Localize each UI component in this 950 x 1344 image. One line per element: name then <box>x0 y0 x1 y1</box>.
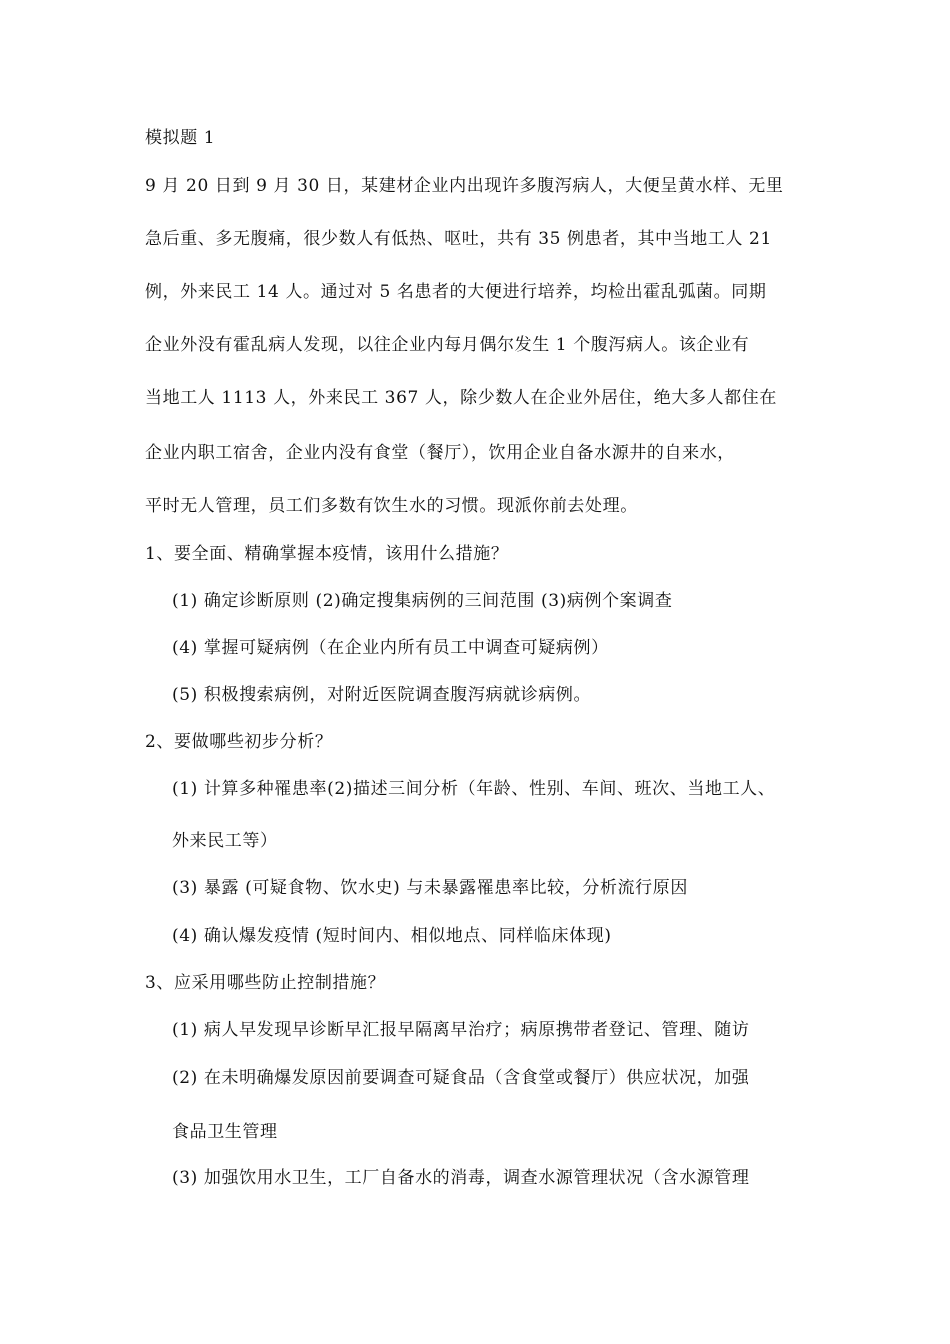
answer-line: (4) 掌握可疑病例（在企业内所有员工中调查可疑病例） <box>172 638 609 658</box>
answer-line: 食品卫生管理 <box>172 1122 278 1142</box>
document-title: 模拟题 1 <box>145 128 216 148</box>
answer-line: (4) 确认爆发疫情 (短时间内、相似地点、同样临床体现) <box>172 926 612 946</box>
case-line: 9 月 20 日到 9 月 30 日，某建材企业内出现许多腹泻病人，大便呈黄水样、无里 <box>145 176 784 196</box>
question-1: 1、要全面、精确掌握本疫情，该用什么措施？ <box>145 544 509 564</box>
question-2: 2、要做哪些初步分析？ <box>145 732 333 752</box>
answer-line: (5) 积极搜索病例，对附近医院调查腹泻病就诊病例。 <box>172 685 592 705</box>
answer-line: (2) 在未明确爆发原因前要调查可疑食品（含食堂或餐厅）供应状况，加强 <box>172 1068 750 1088</box>
case-line: 例，外来民工 14 人。通过对 5 名患者的大便进行培养，均检出霍乱弧菌。同期 <box>145 282 767 302</box>
case-line: 急后重、多无腹痛，很少数人有低热、呕吐，共有 35 例患者，其中当地工人 21 <box>145 229 772 249</box>
case-line: 当地工人 1113 人，外来民工 367 人，除少数人在企业外居住，绝大多人都住在 <box>145 388 777 408</box>
answer-line: (1) 确定诊断原则 (2)确定搜集病例的三间范围 (3)病例个案调查 <box>172 591 673 611</box>
answer-line: (1) 计算多种罹患率(2)描述三间分析（年龄、性别、车间、班次、当地工人、 <box>172 779 776 799</box>
answer-line: (3) 加强饮用水卫生，工厂自备水的消毒，调查水源管理状况（含水源管理 <box>172 1168 750 1188</box>
answer-line: 外来民工等） <box>172 831 278 851</box>
case-line: 企业外没有霍乱病人发现，以往企业内每月偶尔发生 1 个腹泻病人。该企业有 <box>145 335 750 355</box>
question-3: 3、应采用哪些防止控制措施？ <box>145 973 386 993</box>
case-line: 企业内职工宿舍，企业内没有食堂（餐厅），饮用企业自备水源井的自来水， <box>145 443 735 463</box>
answer-line: (1) 病人早发现早诊断早汇报早隔离早治疗；病原携带者登记、管理、随访 <box>172 1020 750 1040</box>
case-line: 平时无人管理，员工们多数有饮生水的习惯。现派你前去处理。 <box>145 496 638 516</box>
answer-line: (3) 暴露 (可疑食物、饮水史) 与未暴露罹患率比较，分析流行原因 <box>172 878 688 898</box>
